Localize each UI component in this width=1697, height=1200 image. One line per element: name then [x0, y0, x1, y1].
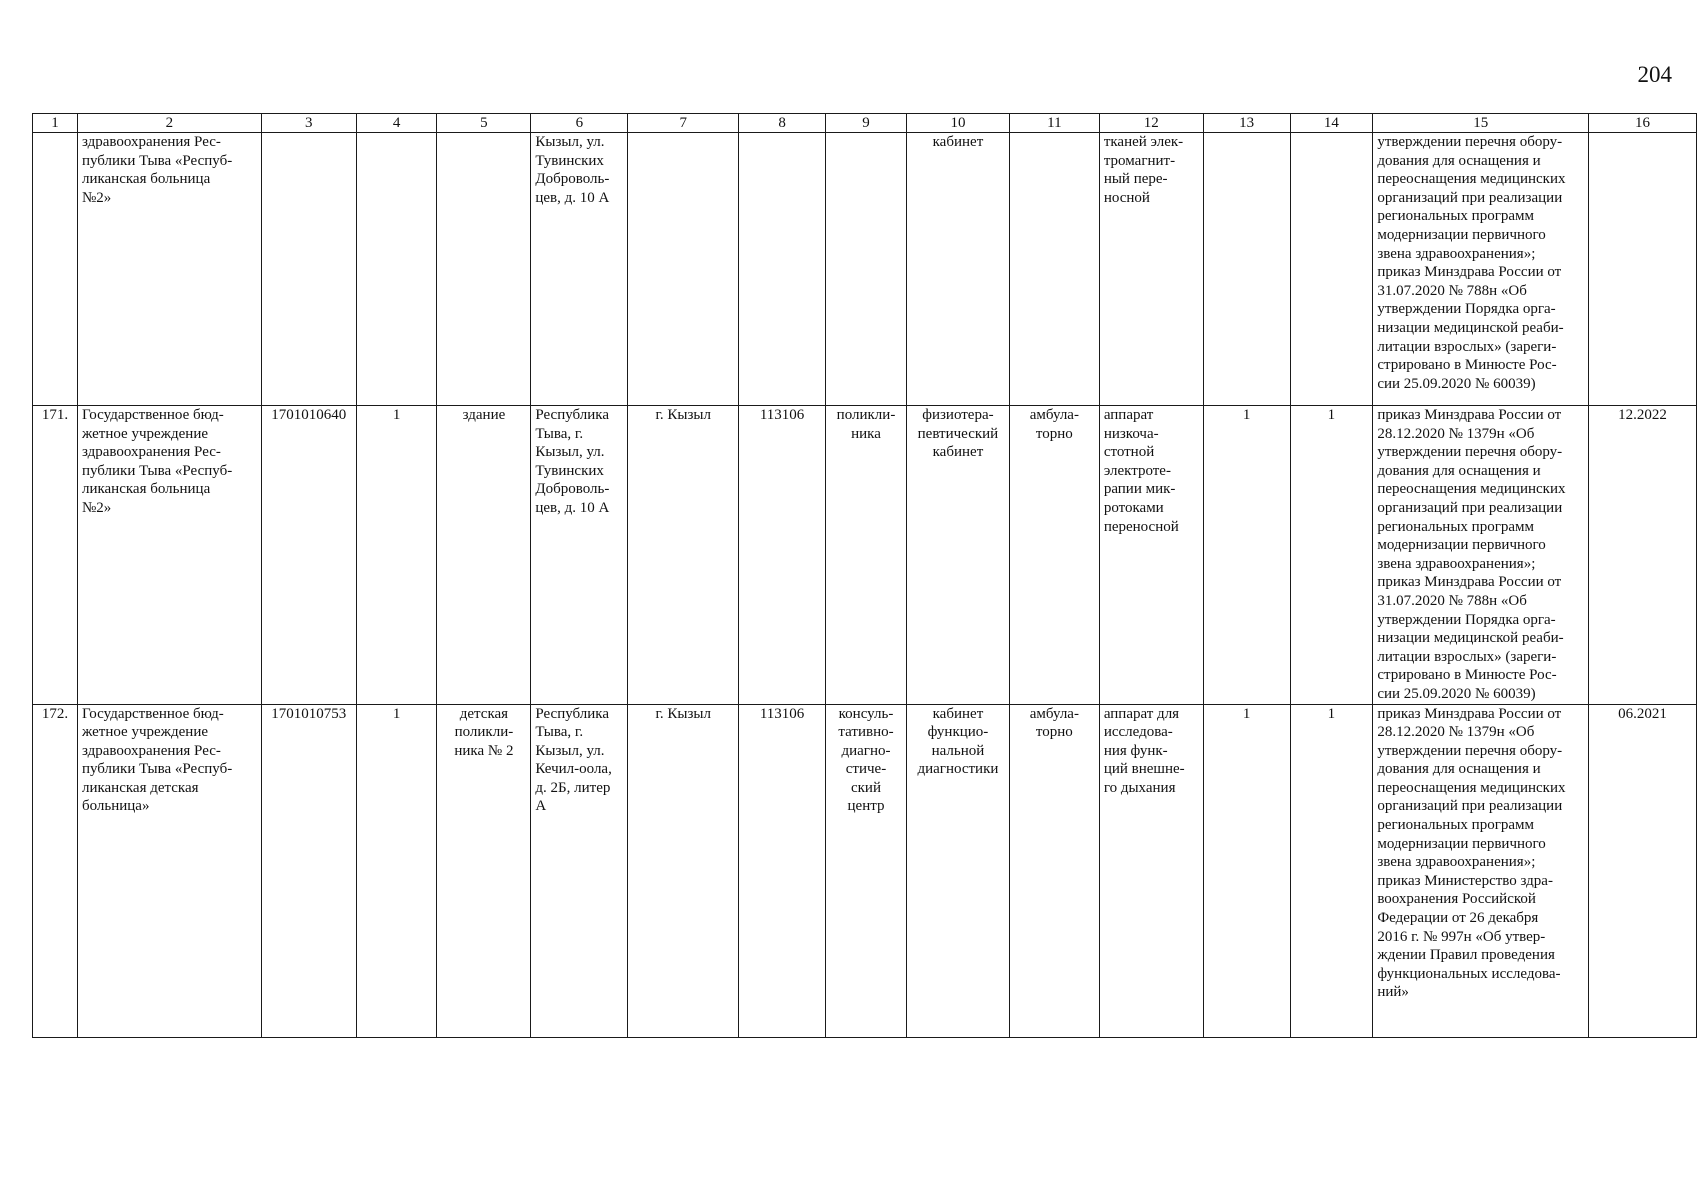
- column-number: 15: [1373, 114, 1589, 133]
- column-number: 3: [261, 114, 356, 133]
- column-number: 8: [739, 114, 826, 133]
- address-cell: Республика Тыва, г. Кызыл, ул. Кечил-оола, д. 2Б, литер А: [531, 704, 628, 1037]
- column-number: 10: [906, 114, 1009, 133]
- room-cell: кабинет: [906, 133, 1009, 406]
- quantity-cell: 1: [1290, 406, 1373, 705]
- organization-cell: Государственное бюд- жетное учреждение здравоохранения Рес- публики Тыва «Респуб- ликанская больница №2»: [77, 406, 261, 705]
- quantity-cell: 1: [1203, 406, 1290, 705]
- count-cell: 1: [356, 704, 437, 1037]
- equipment-registry-table: [32, 113, 1697, 1038]
- table-row: [33, 704, 1697, 1037]
- column-number: 12: [1099, 114, 1203, 133]
- row-number-cell: 172.: [33, 704, 78, 1037]
- column-number: 5: [437, 114, 531, 133]
- care-mode-cell: [1009, 133, 1099, 406]
- row-number-cell: [33, 133, 78, 406]
- city-cell: г. Кызыл: [628, 704, 739, 1037]
- column-number: 4: [356, 114, 437, 133]
- address-cell: Кызыл, ул. Тувинских Доброволь- цев, д. 10 А: [531, 133, 628, 406]
- building-cell: [437, 133, 531, 406]
- room-cell: кабинет функцио- нальной диагностики: [906, 704, 1009, 1037]
- column-number: 16: [1589, 114, 1697, 133]
- column-number: 13: [1203, 114, 1290, 133]
- equipment-cell: тканей элек- тромагнит- ный пере- носной: [1099, 133, 1203, 406]
- room-cell: физиотера- певтический кабинет: [906, 406, 1009, 705]
- column-number: 14: [1290, 114, 1373, 133]
- building-cell: здание: [437, 406, 531, 705]
- legal-basis-cell: утверждении перечня обору- дования для оснащения и переоснащения медицинских организаций при реализации региональных программ модернизации первичного звена здравоохранения»; приказ Минздрава России от 31.07.2020 № 788н «Об утверждении Порядка орга- низации медицинской реаби- литации взрослых» (зареги- стрировано в Минюсте Рос- сии 25.09.2020 № 60039): [1373, 133, 1589, 406]
- organization-cell: здравоохранения Рес- публики Тыва «Респуб- ликанская больница №2»: [77, 133, 261, 406]
- legal-basis-cell: приказ Минздрава России от 28.12.2020 № 1379н «Об утверждении перечня обору- дования для оснащения и переоснащения медицинских организаций при реализации региональных программ модернизации первичного звена здравоохранения»; приказ Министерство здра- воохранения Российской Федерации от 26 декабря 2016 г. № 997н «Об утвер- ждении Правил проведения функциональных исследова- ний»: [1373, 704, 1589, 1037]
- quantity-cell: [1203, 133, 1290, 406]
- organization-cell: Государственное бюд- жетное учреждение здравоохранения Рес- публики Тыва «Респуб- ликанская детская больница»: [77, 704, 261, 1037]
- quantity-cell: 1: [1290, 704, 1373, 1037]
- count-cell: 1: [356, 406, 437, 705]
- column-number: 11: [1009, 114, 1099, 133]
- code-cell: 113106: [739, 704, 826, 1037]
- table-row: [33, 133, 1697, 406]
- address-cell: Республика Тыва, г. Кызыл, ул. Тувинских Доброволь- цев, д. 10 А: [531, 406, 628, 705]
- unit-type-cell: консуль- тативно- диагно- стиче- ский центр: [826, 704, 907, 1037]
- city-cell: [628, 133, 739, 406]
- table-row: [33, 406, 1697, 705]
- care-mode-cell: амбула- торно: [1009, 406, 1099, 705]
- equipment-cell: аппарат для исследова- ния функ- ций внешне- го дыхания: [1099, 704, 1203, 1037]
- column-number: 7: [628, 114, 739, 133]
- code-cell: 113106: [739, 406, 826, 705]
- date-cell: 06.2021: [1589, 704, 1697, 1037]
- legal-basis-cell: приказ Минздрава России от 28.12.2020 № 1379н «Об утверждении перечня обору- дования для оснащения и переоснащения медицинских организаций при реализации региональных программ модернизации первичного звена здравоохранения»; приказ Минздрава России от 31.07.2020 № 788н «Об утверждении Порядка орга- низации медицинской реаби- литации взрослых» (зареги- стрировано в Минюсте Рос- сии 25.09.2020 № 60039): [1373, 406, 1589, 705]
- code-cell: [739, 133, 826, 406]
- column-number: 2: [77, 114, 261, 133]
- column-number: 9: [826, 114, 907, 133]
- equipment-cell: аппарат низкоча- стотной электроте- рапии мик- ротоками переносной: [1099, 406, 1203, 705]
- page-number: 204: [1637, 62, 1672, 87]
- inn-cell: 1701010640: [261, 406, 356, 705]
- inn-cell: 1701010753: [261, 704, 356, 1037]
- date-cell: 12.2022: [1589, 406, 1697, 705]
- column-number: 6: [531, 114, 628, 133]
- column-number: 1: [33, 114, 78, 133]
- unit-type-cell: [826, 133, 907, 406]
- quantity-cell: 1: [1203, 704, 1290, 1037]
- care-mode-cell: амбула- торно: [1009, 704, 1099, 1037]
- column-number-row: [33, 114, 1697, 133]
- city-cell: г. Кызыл: [628, 406, 739, 705]
- count-cell: [356, 133, 437, 406]
- building-cell: детская поликли- ника № 2: [437, 704, 531, 1037]
- unit-type-cell: поликли- ника: [826, 406, 907, 705]
- row-number-cell: 171.: [33, 406, 78, 705]
- quantity-cell: [1290, 133, 1373, 406]
- inn-cell: [261, 133, 356, 406]
- date-cell: [1589, 133, 1697, 406]
